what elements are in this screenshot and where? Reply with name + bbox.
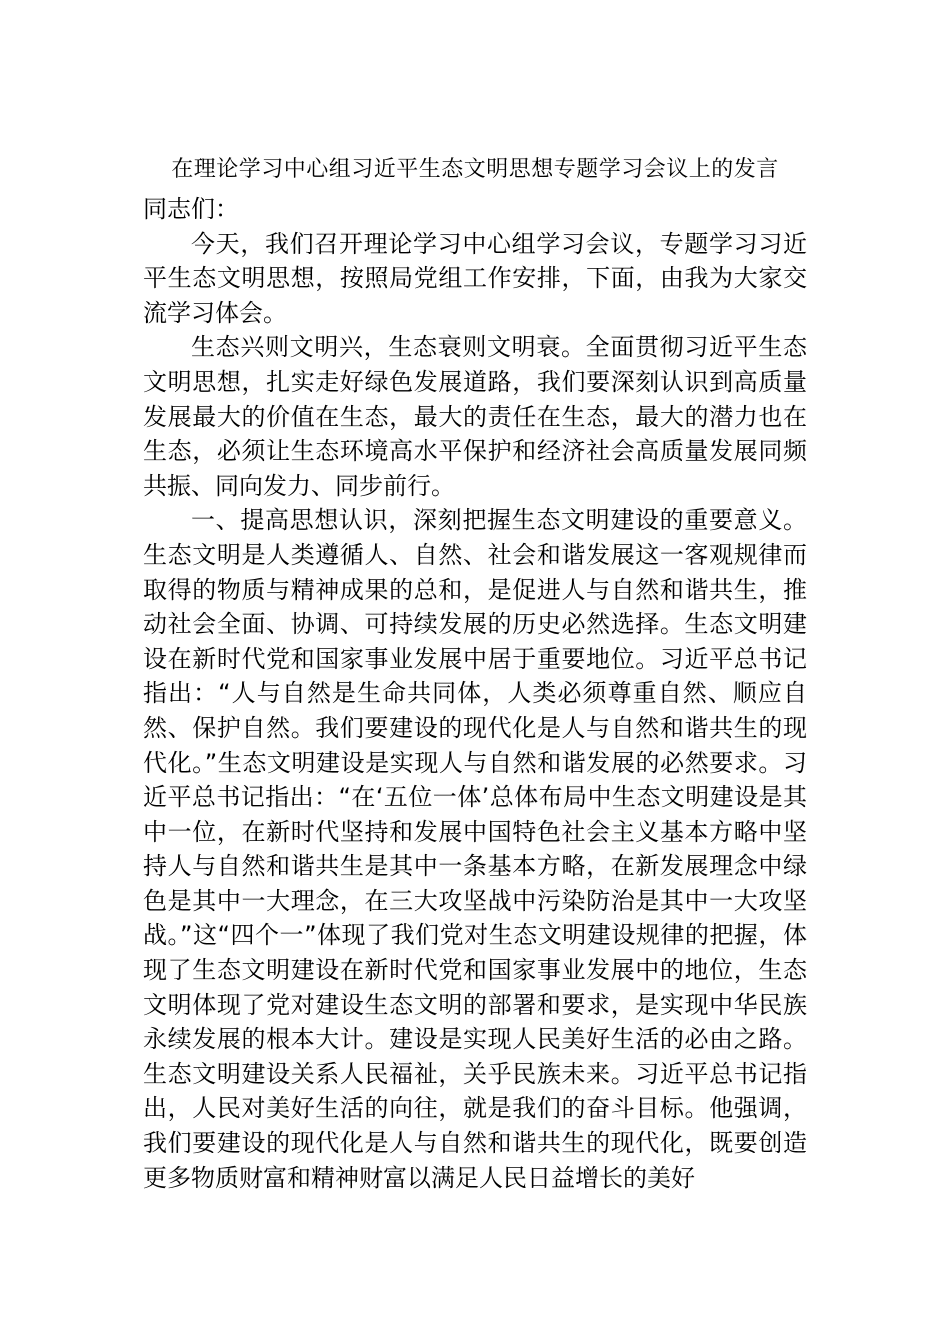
paragraph-overview: 生态兴则文明兴，生态衰则文明衰。全面贯彻习近平生态文明思想，扎实走好绿色发展道路，我们要深刻认识到高质量发展最大的价值在生态，最大的责任在生态，最大的潜力也在生态，必须让生态环境高水平保护和经济社会高质量发展同频共振、同向发力、同步前行。 bbox=[143, 333, 807, 500]
paragraph-section-one: 一、提高思想认识，深刻把握生态文明建设的重要意义。生态文明是人类遵循人、自然、社会和谐发展这一客观规律而取得的物质与精神成果的总和，是促进人与自然和谐共生，推动社会全面、协调、可持续发展的历史必然选择。生态文明建设在新时代党和国家事业发展中居于重要地位。习近平总书记指出：“人与自然是生命共同体，人类必须尊重自然、顺应自然、保护自然。我们要建设的现代化是人与自然和谐共生的现代化。”生态文明建设是实现人与自然和谐发展的必然要求。习近平总书记指出：“在‘五位一体’总体布局中生态文明建设是其中一位，在新时代坚持和发展中国特色社会主义基本方略中坚持人与自然和谐共生是其中一条基本方略，在新发展理念中绿色是其中一大理念，在三大攻坚战中污染防治是其中一大攻坚战。”这“四个一”体现了我们党对生态文明建设规律的把握，体现了生态文明建设在新时代党和国家事业发展中的地位，生态文明体现了党对建设生态文明的部署和要求，是实现中华民族永续发展的根本大计。建设是实现人民美好生活的必由之路。生态文明建设关系人民福祉，关乎民族未来。习近平总书记指出，人民对美好生活的向往，就是我们的奋斗目标。他强调，我们要建设的现代化是人与自然和谐共生的现代化，既要创造更多物质财富和精神财富以满足人民日益增长的美好 bbox=[143, 506, 807, 1192]
document-title: 在理论学习中心组习近平生态文明思想专题学习会议上的发言 bbox=[171, 157, 779, 182]
salutation: 同志们： bbox=[143, 195, 239, 223]
paragraph-intro: 今天，我们召开理论学习中心组学习会议，专题学习习近平生态文明思想，按照局党组工作安排，下面，由我为大家交流学习体会。 bbox=[143, 229, 807, 327]
document-body bbox=[143, 192, 807, 1195]
